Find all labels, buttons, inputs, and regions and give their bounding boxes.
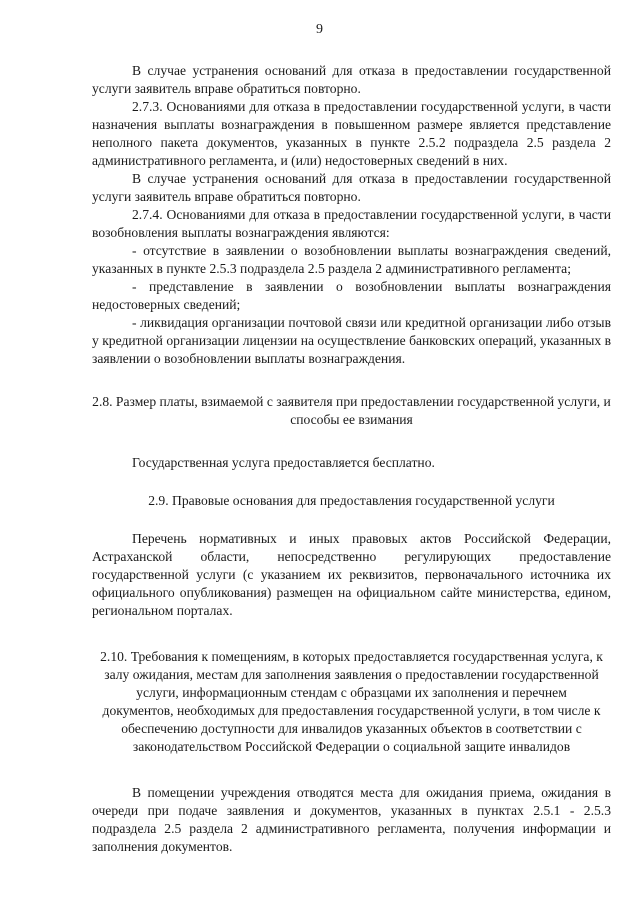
page-number: 9 [316,22,323,37]
paragraph-2-10-text: В помещении учреждения отводятся места для ожидания приема, ожидания в очереди при подаче заявления и документов, указанных в пунктах 2.5.1 - 2.5.3 подраздела 2.5 раздела 2 административного регламента, получения информации и заполнения документов. [92,785,611,854]
paragraph-refusal-repeat-1: В случае устранения оснований для отказа в предоставлении государственной услуги заявитель вправе обратиться повторно. [92,63,611,96]
section-heading-2-8: 2.8. Размер платы, взимаемой с заявителя при предоставлении государственной услуги, и способы ее взимания [92,394,611,427]
paragraph-refusal-repeat-2: В случае устранения оснований для отказа в предоставлении государственной услуги заявитель вправе обратиться повторно. [92,171,611,204]
document-body [92,62,611,856]
list-item-false-info: - представление в заявлении о возобновлении выплаты вознаграждения недостоверных сведений; [92,279,611,312]
list-item-missing-info: - отсутствие в заявлении о возобновлении выплаты вознаграждения сведений, указанных в пункте 2.5.3 подраздела 2.5 раздела 2 административного регламента; [92,243,611,276]
paragraph-2-7-3: 2.7.3. Основаниями для отказа в предоставлении государственной услуги, в части назначения выплаты вознаграждения в повышенном размере является представление неполного пакета документов, указанных в пункте 2.5.2 подраздела 2.5 раздела 2 административного регламента, и (или) недостоверных сведений в них. [92,99,611,168]
section-heading-2-10: 2.10. Требования к помещениям, в которых предоставляется государственная услуга, к залу ожидания, местам для заполнения заявления о предоставлении государственной услуги, информационным стендам с образцами их заполнения и перечнем документов, необходимых для предоставления государственной услуги, в том числе к обеспечению доступности для инвалидов указанных объектов в соответствии с законодательством Российской Федерации о социальной защите инвалидов [100,649,603,754]
paragraph-2-8-text: Государственная услуга предоставляется бесплатно. [132,455,435,470]
list-item-liquidation: - ликвидация организации почтовой связи или кредитной организации либо отзыв у кредитной организации лицензии на осуществление банковских операций, указанных в заявлении о возобновлении выплаты вознаграждения. [92,315,611,366]
paragraph-2-7-4: 2.7.4. Основаниями для отказа в предоставлении государственной услуги, в части возобновления выплаты вознаграждения являются: [92,207,611,240]
paragraph-2-9-text: Перечень нормативных и иных правовых актов Российской Федерации, Астраханской области, непосредственно регулирующих предоставление государственной услуги (с указанием их реквизитов, первоначального источника их официального опубликования) размещен на официальном сайте министерства, едином, региональном порталах. [92,531,611,618]
section-heading-2-9: 2.9. Правовые основания для предоставления государственной услуги [148,493,555,508]
